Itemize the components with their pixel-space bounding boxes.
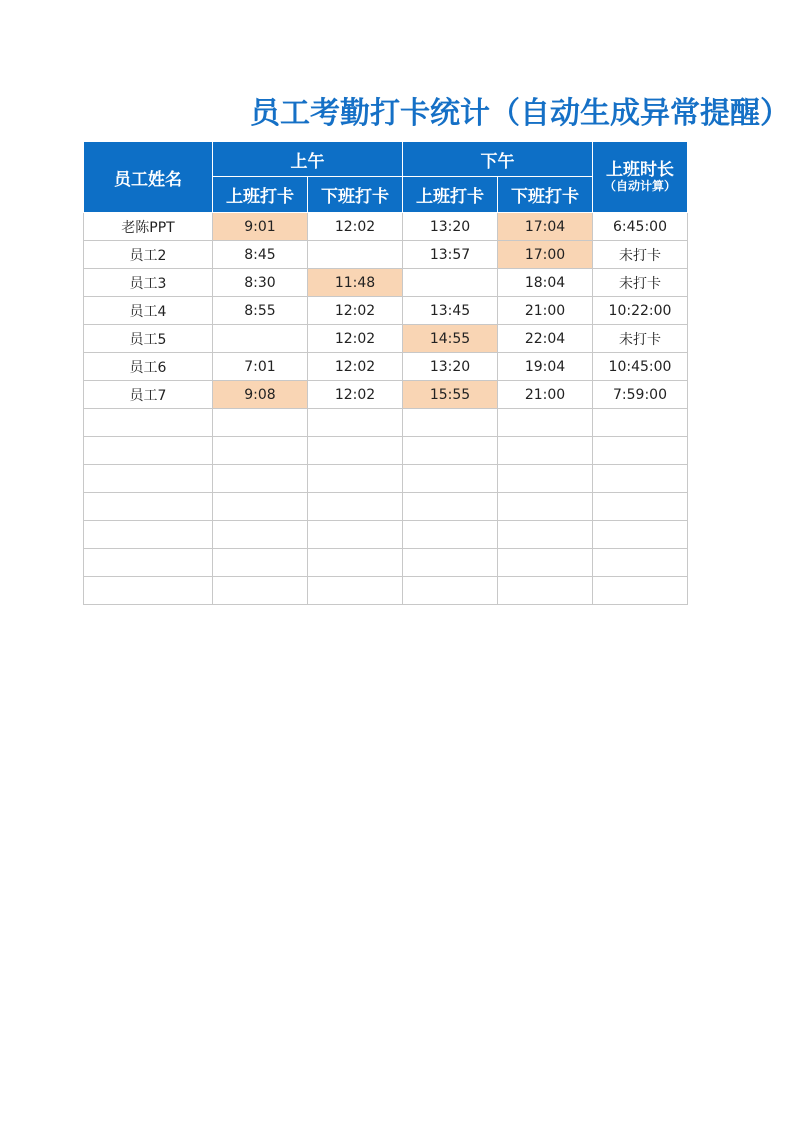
table-row xyxy=(84,381,688,409)
header-afternoon[interactable]: 下午 xyxy=(403,142,593,177)
cell-employee-name[interactable] xyxy=(84,549,213,577)
cell-pm-clock-out[interactable] xyxy=(498,409,593,437)
cell-employee-name[interactable] xyxy=(84,493,213,521)
cell-am-clock-out[interactable]: 12:02 xyxy=(308,381,403,409)
header-row-top xyxy=(84,142,688,177)
cell-am-clock-in[interactable]: 9:08 xyxy=(213,381,308,409)
table-row xyxy=(84,493,688,521)
cell-work-duration[interactable]: 未打卡 xyxy=(593,325,688,353)
cell-work-duration[interactable] xyxy=(593,409,688,437)
table-body xyxy=(84,213,688,605)
cell-pm-clock-out[interactable]: 19:04 xyxy=(498,353,593,381)
cell-pm-clock-in[interactable]: 14:55 xyxy=(403,325,498,353)
cell-am-clock-out[interactable] xyxy=(308,577,403,605)
cell-pm-clock-in[interactable]: 15:55 xyxy=(403,381,498,409)
table-row xyxy=(84,577,688,605)
cell-pm-clock-in[interactable] xyxy=(403,549,498,577)
cell-work-duration[interactable]: 7:59:00 xyxy=(593,381,688,409)
cell-employee-name[interactable] xyxy=(84,437,213,465)
cell-employee-name[interactable]: 员工2 xyxy=(84,241,213,269)
cell-pm-clock-in[interactable]: 13:57 xyxy=(403,241,498,269)
cell-work-duration[interactable]: 6:45:00 xyxy=(593,213,688,241)
table-row xyxy=(84,241,688,269)
cell-am-clock-in[interactable] xyxy=(213,325,308,353)
header-morning[interactable]: 上午 xyxy=(213,142,403,177)
cell-employee-name[interactable] xyxy=(84,577,213,605)
cell-am-clock-out[interactable] xyxy=(308,241,403,269)
cell-work-duration[interactable] xyxy=(593,577,688,605)
cell-pm-clock-in[interactable] xyxy=(403,521,498,549)
cell-am-clock-in[interactable] xyxy=(213,521,308,549)
cell-employee-name[interactable]: 老陈PPT xyxy=(84,213,213,241)
cell-employee-name[interactable] xyxy=(84,465,213,493)
cell-am-clock-in[interactable]: 9:01 xyxy=(213,213,308,241)
cell-pm-clock-out[interactable] xyxy=(498,549,593,577)
cell-work-duration[interactable]: 未打卡 xyxy=(593,269,688,297)
cell-pm-clock-out[interactable] xyxy=(498,521,593,549)
cell-pm-clock-out[interactable] xyxy=(498,577,593,605)
cell-work-duration[interactable] xyxy=(593,493,688,521)
cell-pm-clock-out[interactable]: 21:00 xyxy=(498,297,593,325)
cell-work-duration[interactable]: 10:45:00 xyxy=(593,353,688,381)
header-pm-clock-in[interactable]: 上班打卡 xyxy=(403,177,498,213)
cell-am-clock-out[interactable] xyxy=(308,521,403,549)
table-row xyxy=(84,325,688,353)
cell-work-duration[interactable]: 未打卡 xyxy=(593,241,688,269)
table-row xyxy=(84,409,688,437)
cell-pm-clock-in[interactable] xyxy=(403,577,498,605)
cell-pm-clock-out[interactable]: 22:04 xyxy=(498,325,593,353)
cell-pm-clock-in[interactable] xyxy=(403,493,498,521)
cell-pm-clock-in[interactable]: 13:20 xyxy=(403,213,498,241)
header-am-clock-out[interactable]: 下班打卡 xyxy=(308,177,403,213)
cell-work-duration[interactable] xyxy=(593,437,688,465)
cell-am-clock-out[interactable] xyxy=(308,549,403,577)
cell-pm-clock-in[interactable] xyxy=(403,269,498,297)
page-title: 员工考勤打卡统计（自动生成异常提醒） xyxy=(250,96,790,131)
cell-work-duration[interactable] xyxy=(593,549,688,577)
cell-am-clock-in[interactable] xyxy=(213,549,308,577)
cell-am-clock-in[interactable] xyxy=(213,577,308,605)
cell-employee-name[interactable]: 员工6 xyxy=(84,353,213,381)
cell-am-clock-out[interactable]: 12:02 xyxy=(308,213,403,241)
cell-pm-clock-in[interactable] xyxy=(403,409,498,437)
cell-am-clock-in[interactable]: 8:45 xyxy=(213,241,308,269)
cell-pm-clock-in[interactable]: 13:20 xyxy=(403,353,498,381)
cell-pm-clock-out[interactable] xyxy=(498,437,593,465)
cell-am-clock-in[interactable] xyxy=(213,437,308,465)
cell-am-clock-out[interactable] xyxy=(308,465,403,493)
cell-pm-clock-out[interactable] xyxy=(498,493,593,521)
cell-am-clock-out[interactable] xyxy=(308,409,403,437)
cell-pm-clock-in[interactable] xyxy=(403,437,498,465)
cell-work-duration[interactable] xyxy=(593,521,688,549)
table-row xyxy=(84,269,688,297)
cell-pm-clock-out[interactable]: 18:04 xyxy=(498,269,593,297)
header-employee-name[interactable]: 员工姓名 xyxy=(84,142,213,213)
table-row xyxy=(84,465,688,493)
title-area xyxy=(84,86,790,134)
cell-am-clock-in[interactable] xyxy=(213,493,308,521)
cell-am-clock-out[interactable] xyxy=(308,493,403,521)
cell-pm-clock-out[interactable]: 21:00 xyxy=(498,381,593,409)
cell-pm-clock-out[interactable] xyxy=(498,465,593,493)
cell-employee-name[interactable]: 员工4 xyxy=(84,297,213,325)
header-pm-clock-out[interactable]: 下班打卡 xyxy=(498,177,593,213)
table-row xyxy=(84,521,688,549)
cell-pm-clock-out[interactable]: 17:00 xyxy=(498,241,593,269)
cell-am-clock-in[interactable] xyxy=(213,465,308,493)
cell-pm-clock-in[interactable] xyxy=(403,465,498,493)
table-row xyxy=(84,437,688,465)
cell-am-clock-in[interactable] xyxy=(213,409,308,437)
attendance-table xyxy=(83,141,688,605)
cell-employee-name[interactable] xyxy=(84,409,213,437)
cell-pm-clock-in[interactable]: 13:45 xyxy=(403,297,498,325)
cell-am-clock-out[interactable]: 12:02 xyxy=(308,297,403,325)
table-row xyxy=(84,297,688,325)
table-row xyxy=(84,353,688,381)
cell-am-clock-out[interactable]: 12:02 xyxy=(308,353,403,381)
header-work-duration[interactable] xyxy=(593,142,688,213)
cell-employee-name[interactable]: 员工7 xyxy=(84,381,213,409)
header-am-clock-in[interactable]: 上班打卡 xyxy=(213,177,308,213)
header-duration-title: 上班时长 xyxy=(606,159,674,180)
cell-am-clock-out[interactable]: 11:48 xyxy=(308,269,403,297)
table-row xyxy=(84,213,688,241)
cell-employee-name[interactable]: 员工5 xyxy=(84,325,213,353)
cell-employee-name[interactable]: 员工3 xyxy=(84,269,213,297)
cell-am-clock-in[interactable]: 7:01 xyxy=(213,353,308,381)
cell-am-clock-in[interactable]: 8:55 xyxy=(213,297,308,325)
cell-am-clock-out[interactable] xyxy=(308,437,403,465)
cell-am-clock-in[interactable]: 8:30 xyxy=(213,269,308,297)
header-duration-note: （自动计算） xyxy=(603,178,676,193)
cell-am-clock-out[interactable]: 12:02 xyxy=(308,325,403,353)
cell-work-duration[interactable]: 10:22:00 xyxy=(593,297,688,325)
cell-employee-name[interactable] xyxy=(84,521,213,549)
cell-pm-clock-out[interactable]: 17:04 xyxy=(498,213,593,241)
cell-work-duration[interactable] xyxy=(593,465,688,493)
table-row xyxy=(84,549,688,577)
